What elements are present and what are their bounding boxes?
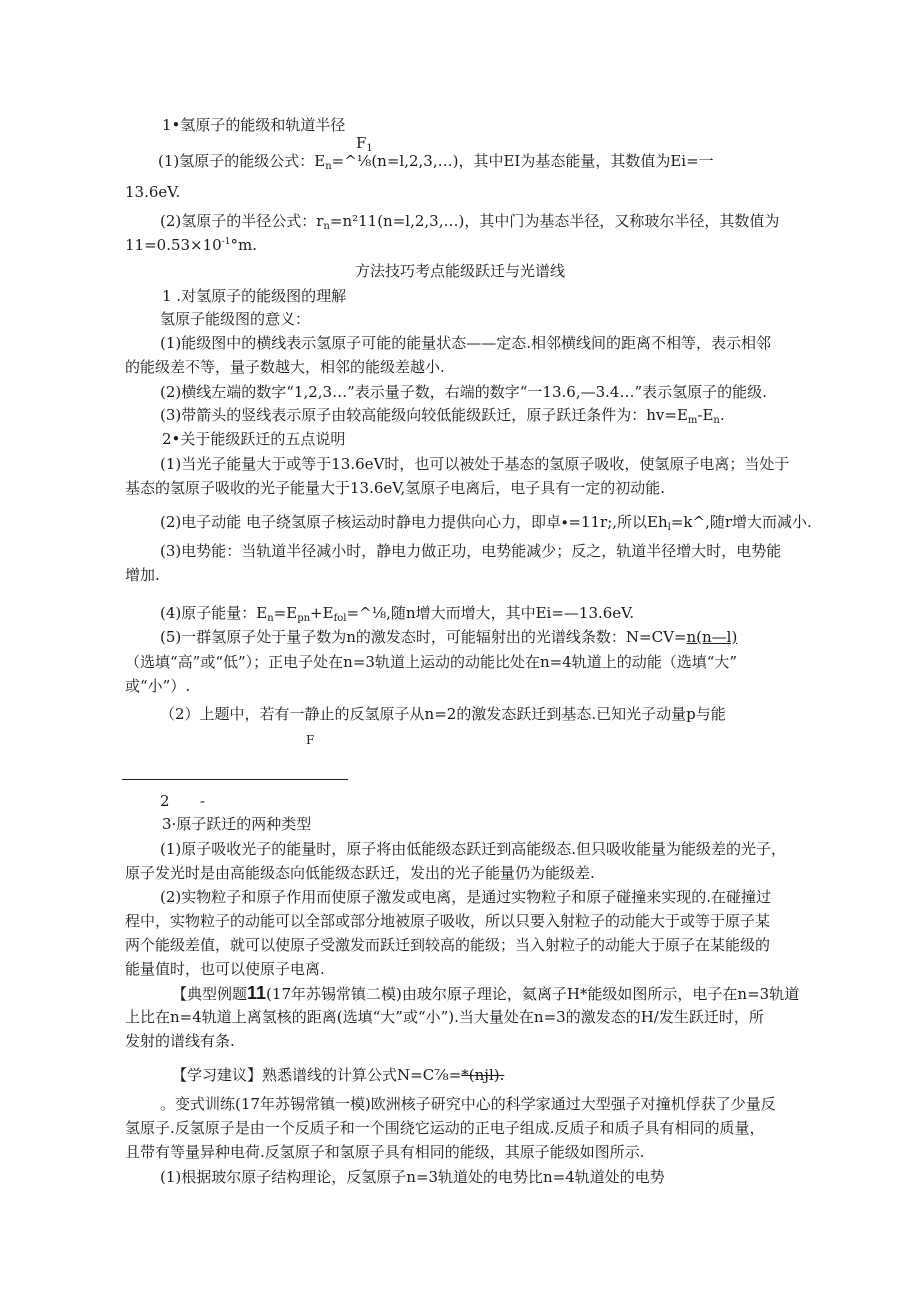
- subscript: m: [687, 415, 698, 426]
- paragraph-2: (2)横线左端的数字“1,2,3…”表示量子数，右端的数字“一13.6,—3.4…”表示氢原子的能级.: [160, 383, 767, 401]
- point-1b: 基态的氢原子吸收的光子能量大于13.6eV,氢原子电离后，电子具有一定的初动能.: [125, 479, 666, 497]
- point-4: [160, 604, 634, 622]
- item1-heading: 1 .对氢原子的能级图的理解: [162, 287, 347, 305]
- point-5-text: (5)一群氢原子处于量子数为n的激发态时，可能辐射出的光谱线条数：N=CV=: [160, 628, 687, 646]
- study-advice-text: 【学习建议】熟悉谱线的计算公式N=C⅞=: [172, 1066, 462, 1084]
- study-advice-formula: *(njl).: [461, 1066, 505, 1084]
- radius-formula-cont: [125, 236, 257, 254]
- section2-title: 方法技巧考点能级跃迁与光谱线: [354, 262, 565, 280]
- radius-formula-line: [160, 212, 779, 230]
- footnote-divider: [122, 779, 348, 780]
- type-2d: 能量值时，也可以使原子电离.: [125, 960, 325, 978]
- question-fraction-f: F: [306, 733, 315, 747]
- footnote-dash: -: [200, 792, 206, 810]
- point-2-text-rest: =k^,随r增大而减小.: [670, 513, 812, 531]
- question-line-b: 或“小”）.: [125, 677, 191, 695]
- type-1b: 原子发光时是由高能级态向低能级态跃迁，发出的光子能量仍为能级差.: [125, 864, 595, 882]
- type-2c: 两个能级差值，就可以使原子受激发而跃迁到较高的能级；当入射粒子的动能大于原子在某能级的: [125, 936, 771, 954]
- variant-line-c: 且带有等量异种电荷.反氢原子和氢原子具有相同的能级，其原子能级如图所示.: [125, 1143, 645, 1161]
- point-4-rest: =^⅛,随n增大而增大，其中Ei=—13.6eV.: [346, 604, 635, 622]
- point-4-part: =E: [273, 604, 298, 622]
- subscript: fol: [333, 613, 347, 624]
- variant-line-b: 氢原子.反氢原子是由一个反质子和一个围绕它运动的正电子组成.反质子和质子具有相同的质量，: [125, 1119, 765, 1137]
- variant-line-a: 。变式训练(17年苏锡常镇一模)欧洲核子研究中心的科学家通过大型强子对撞机俘获了少量反: [160, 1095, 776, 1113]
- paragraph-1a: (1)能级图中的横线表示氢原子可能的能量状态——定态.相邻横线间的距离不相等，表示相邻: [160, 334, 772, 352]
- subscript: n: [323, 221, 330, 232]
- paragraph-1b: 的能级差不等，量子数越大，相邻的能级差越小.: [125, 358, 445, 376]
- variant-line-d: (1)根据玻尔原子结构理论，反氢原子n=3轨道处的电势比n=4轨道处的电势: [160, 1168, 665, 1186]
- energy-formula-text-rest: =^⅛(n=l,2,3,…)，其中EI为基态能量，其数值为Ei=一: [331, 152, 714, 170]
- point-3b: 增加.: [125, 566, 160, 584]
- example-label: 【典型例题: [172, 985, 248, 1003]
- type-1a: (1)原子吸收光子的能量时，原子将由低能级态跃迁到高能级态.但只吸收能量为能级差的光子，: [160, 840, 787, 858]
- point-2: [160, 513, 812, 531]
- point-5-formula: n(n—l): [686, 628, 738, 646]
- formula-fraction-sub: 1: [366, 143, 373, 154]
- question-line-c: （2）上题中，若有一静止的反氢原子从n=2的激发态跃迁到基态.已知光子动量p与能: [160, 705, 726, 723]
- example-text: (17年苏锡常镇二模)由玻尔原子理论，氦离子H*能级如图所示，电子在n=3轨道: [266, 985, 800, 1003]
- point-4-part: +E: [310, 604, 334, 622]
- section1-heading: 1•氢原子的能级和轨道半径: [162, 116, 346, 134]
- example-line-b: 上比在n=4轨道上离氢核的距离(选填“大”或“小”).当大量处在n=3的激发态的H/发生跃迁时，所: [125, 1008, 764, 1026]
- point-5: [160, 628, 737, 646]
- example-line-a: [172, 984, 799, 1003]
- paragraph-3-mid: -E: [697, 406, 714, 424]
- subscript: n: [325, 161, 332, 172]
- energy-formula-text: (1)氢原子的能级公式：E: [158, 152, 326, 170]
- point-3a: (3)电势能：当轨道半径减小时，静电力做正功，电势能减少；反之，轨道半径增大时，电势能: [160, 542, 782, 560]
- bohr-radius-value: 11=0.53×10: [125, 236, 222, 254]
- type-2a: (2)实物粒子和原子作用而使原子激发或电离，是通过实物粒子和原子碰撞来实现的.在碰撞过: [160, 888, 772, 906]
- example-line-c: 发射的谱线有条.: [125, 1032, 235, 1050]
- meaning-label: 氢原子能级图的意义：: [160, 310, 311, 328]
- bohr-radius-unit: °m.: [230, 236, 257, 254]
- radius-formula-text-rest: =n²11(n=l,2,3,…)，其中门为基态半径，又称玻尔半径，其数值为: [329, 212, 780, 230]
- energy-formula-line: [158, 152, 714, 170]
- formula-fraction: [356, 134, 373, 152]
- study-advice: [172, 1066, 504, 1084]
- question-line-a: （选填“高”或“低”）；正电子处在n=3轨道上运动的动能比处在n=4轨道上的动能（选填“大”: [125, 653, 738, 671]
- item2-heading: 2•关于能级跃迁的五点说明: [162, 430, 346, 448]
- paragraph-3-end: .: [719, 406, 725, 424]
- point-1a: (1)当光子能量大于或等于13.6eV时，也可以被处于基态的氢原子吸收，使氢原子电离；当处于: [160, 455, 790, 473]
- type-2b: 程中，实物粒子的动能可以全部或部分地被原子吸收，所以只要入射粒子的动能大于或等于原子某: [125, 912, 771, 930]
- paragraph-3: [160, 406, 725, 424]
- superscript: -1: [221, 237, 231, 247]
- example-number: 11: [247, 983, 267, 1003]
- item3-heading: 3·原子跃迁的两种类型: [162, 815, 312, 833]
- subscript: n: [713, 415, 720, 426]
- paragraph-3-text: (3)带箭头的竖线表示原子由较高能级向较低能级跃迁，原子跃迁条件为：hv=E: [160, 406, 688, 424]
- formula-fraction-top: F: [356, 134, 367, 152]
- footnote-number: 2: [160, 792, 170, 810]
- energy-formula-cont: 13.6eV.: [125, 183, 181, 201]
- radius-formula-text: (2)氢原子的半径公式：r: [160, 212, 324, 230]
- point-2-text: (2)电子动能 电子绕氢原子核运动时静电力提供向心力，即卓∙=11r;,所以Eh: [160, 513, 668, 531]
- subscript: pn: [297, 613, 311, 624]
- subscript: l: [667, 522, 671, 533]
- point-4-text: (4)原子能量：E: [160, 604, 268, 622]
- subscript: n: [267, 613, 274, 624]
